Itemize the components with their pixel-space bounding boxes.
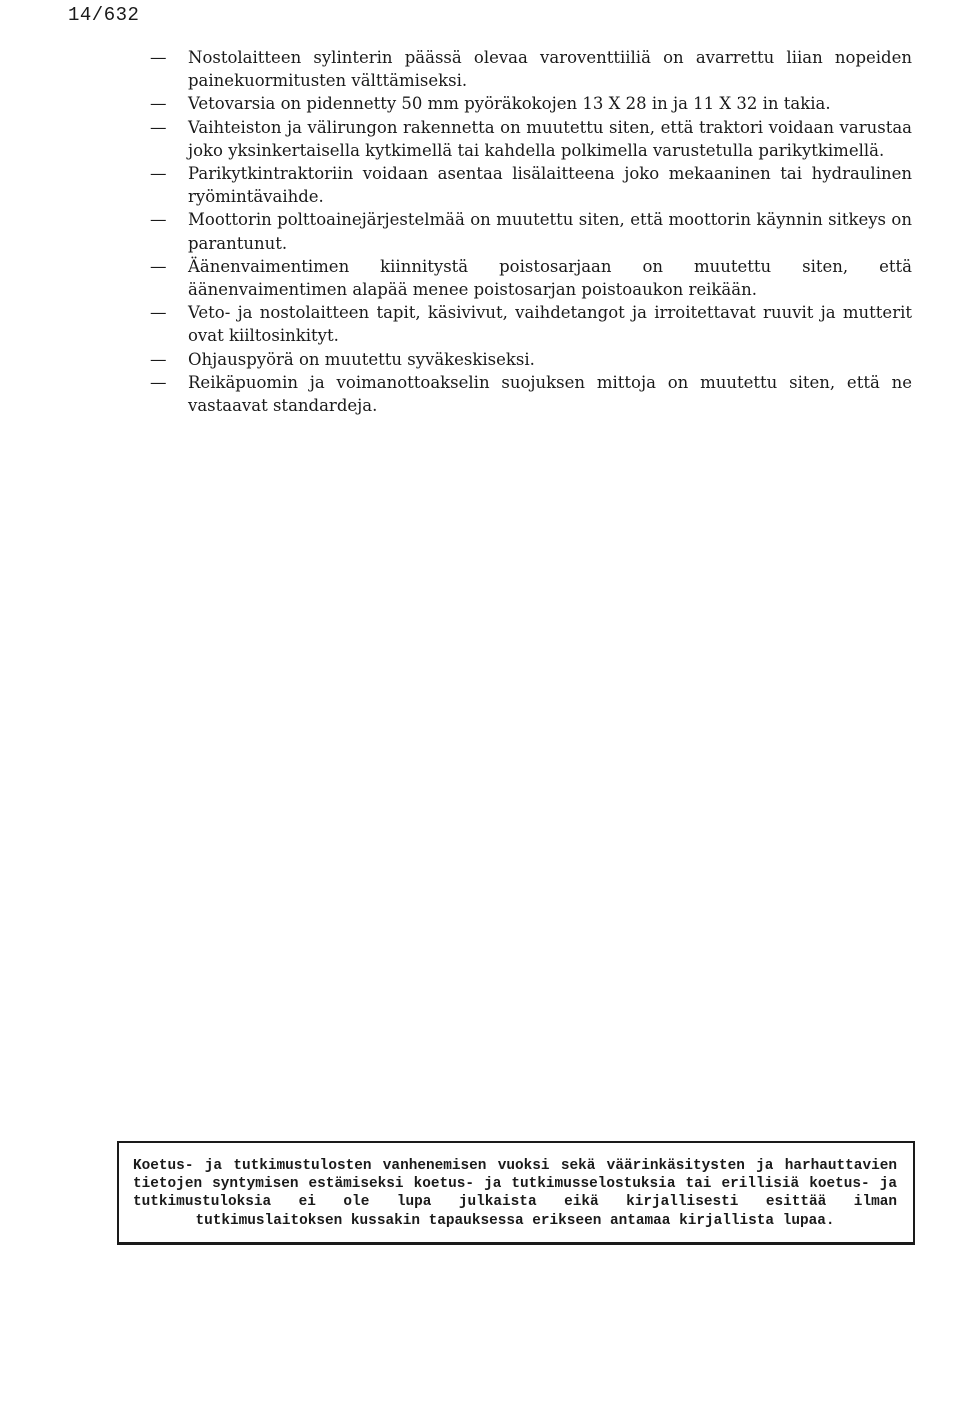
modification-list <box>150 46 912 417</box>
list-item <box>150 208 912 254</box>
list-item <box>150 162 912 208</box>
list-item-text: Reikäpuomin ja voimanottoakselin suojuksen mittoja on muutettu siten, että ne vastaavat standardeja. <box>188 372 912 416</box>
list-item <box>150 46 912 92</box>
list-item-text: Vaihteiston ja välirungon rakennetta on muutettu siten, että traktori voidaan varustaa joko yksinkertaisella kytkimellä tai kahdella polkimella varustetulla parikytkimellä. <box>188 117 912 160</box>
dash-bullet: — <box>150 117 167 137</box>
list-item-text: Nostolaitteen sylinterin päässä olevaa varoventtiiliä on avarrettu liian nopeiden painekuormitusten välttämiseksi. <box>188 48 912 91</box>
publication-notice-text: Koetus- ja tutkimustulosten vanhenemisen vuoksi sekä väärinkäsitysten ja harhauttavien tietojen syntymisen estämiseksi koetus- ja tutkimusselostuksia tai erillisiä koetus- ja tutkimustuloksia ei ole lupa julkaista eikä kirjallisesti esittää ilman tutkimuslaitoksen kussakin tapauksessa erikseen antamaa kirjallista lupaa. <box>133 1158 897 1229</box>
list-item <box>150 348 912 371</box>
list-item-text: Moottorin polttoainejärjestelmää on muutettu siten, että moottorin käynnin sitkeys on parantunut. <box>188 210 912 253</box>
dash-bullet: — <box>150 48 167 67</box>
list-item <box>150 92 912 115</box>
list-item <box>150 116 912 162</box>
dash-bullet: — <box>150 256 167 276</box>
dash-bullet: — <box>150 164 167 184</box>
dash-bullet: — <box>150 210 167 230</box>
list-item-text: Veto- ja nostolaitteen tapit, käsivivut, vaihdetangot ja irroitettavat ruuvit ja mutterit ovat kiiltosinkityt. <box>188 303 912 346</box>
list-item-text: Parikytkintraktoriin voidaan asentaa lisälaitteena joko mekaaninen tai hydraulinen ryömintävaihde. <box>188 164 912 207</box>
dash-bullet: — <box>150 349 167 369</box>
dash-bullet: — <box>150 94 167 114</box>
page-number: 14/632 <box>68 4 140 26</box>
dash-bullet: — <box>150 372 167 392</box>
list-item <box>150 301 912 347</box>
list-item-text: Ohjauspyörä on muutettu syväkeskiseksi. <box>188 349 535 369</box>
dash-bullet: — <box>150 303 167 323</box>
list-item-text: Äänenvaimentimen kiinnitystä poistosarjaan on muutettu siten, että äänenvaimentimen alapää menee poistosarjan poistoaukon reikään. <box>188 256 912 300</box>
publication-notice-box <box>117 1141 915 1245</box>
list-item <box>150 371 912 417</box>
list-item <box>150 255 912 301</box>
list-item-text: Vetovarsia on pidennetty 50 mm pyöräkokojen 13 X 28 in ja 11 X 32 in takia. <box>188 94 831 114</box>
